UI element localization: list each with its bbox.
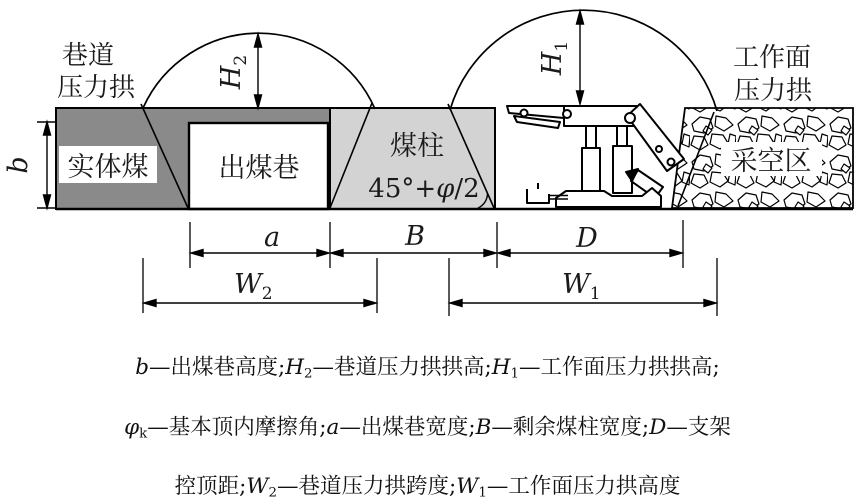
- support-leg1-cylinder: [582, 148, 600, 196]
- label-solid-coal: 实体煤: [67, 152, 149, 183]
- label-face-arch-2: 压力拱: [733, 76, 813, 106]
- label-h2: $H_2$: [216, 54, 251, 90]
- support-pin-icon: [521, 110, 528, 117]
- label-face-arch-1: 工作面: [732, 43, 812, 73]
- support-pin-icon: [625, 113, 635, 123]
- label-w2: $W_2$: [234, 269, 273, 304]
- hydraulic-support: [507, 104, 684, 207]
- dim-a: [191, 250, 329, 257]
- caption-line-3: 控顶距$;W_2—$巷道压力拱跨度$;W_1—$工作面压力拱高度: [174, 474, 681, 497]
- label-h1: $H_1$: [537, 40, 572, 76]
- caption-line-1: b—出煤巷高度$;H_2—$巷道压力拱拱高$;H_1—$工作面压力拱拱高;: [135, 355, 720, 382]
- dim-w2: [144, 300, 376, 307]
- label-roadway: 出煤巷: [218, 153, 300, 184]
- label-B: B: [405, 221, 425, 252]
- support-pin-icon: [563, 110, 571, 118]
- face-pressure-arch-curve: [450, 10, 717, 111]
- label-roadway-arch-2: 压力拱: [56, 73, 136, 103]
- label-roadway-arch-1: 巷道: [61, 41, 115, 71]
- support-pin-icon: [656, 146, 662, 152]
- dim-h2: [255, 34, 262, 108]
- support-leg2-rod: [617, 126, 627, 146]
- caption-line-2: $\varphi_k—$基本顶内摩擦角;a—出煤巷宽度;B—剩余煤柱宽度;D—支架: [124, 414, 731, 442]
- dim-extension-ticks: [143, 220, 717, 316]
- label-goaf: 采空区: [730, 146, 812, 177]
- label-a: a: [263, 222, 281, 253]
- label-D: D: [576, 223, 598, 254]
- support-pin-icon: [668, 159, 675, 166]
- label-b: b: [3, 156, 34, 174]
- dim-w1: [450, 300, 716, 307]
- support-leg1-rod: [586, 126, 596, 148]
- label-pillar-angle: 45°+φ/2: [368, 174, 480, 204]
- support-front-bracket: [527, 189, 549, 203]
- label-w1: $W_1$: [562, 269, 601, 304]
- dim-b: [37, 122, 56, 208]
- support-shield: [627, 104, 684, 171]
- dim-h1: [577, 11, 584, 104]
- figure-caption: [0, 341, 855, 497]
- label-pillar: 煤柱: [390, 131, 444, 162]
- support-leg2-cylinder: [613, 146, 632, 193]
